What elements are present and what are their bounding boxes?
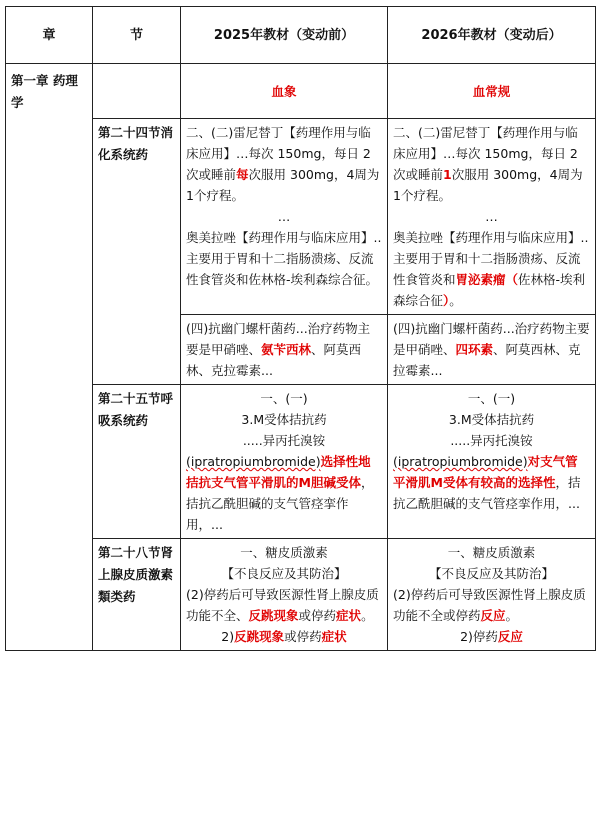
text: .....异丙托溴铵 [242, 433, 326, 448]
text: 奥美拉唑【药理作用与临床应用】..主要用于胃和十二指肠溃疡、反流性食管炎和 [393, 230, 589, 287]
text: (ipratropiumbromide) [393, 454, 528, 469]
hp-before-cell [181, 315, 388, 385]
header-before: 2025年教材（变动前） [181, 7, 388, 64]
text: 3.M受体拮抗药 [448, 412, 535, 427]
changed-text: 反应 [497, 629, 523, 644]
text: 一、(一) [467, 391, 516, 406]
changed-text: 1 [443, 167, 452, 182]
text: ，拮抗乙酰胆碱的支气管痉挛作用，... [393, 475, 581, 511]
header-section: 节 [93, 7, 181, 64]
text [393, 626, 590, 647]
topic-before: 血象 [181, 64, 388, 119]
text: 。 [449, 293, 462, 308]
text: 。 [505, 608, 519, 623]
changed-text: 反跳现象 [248, 608, 299, 623]
text: 一、糖皮质激素 [447, 545, 536, 560]
text: 【不良反应及其防治】 [221, 566, 347, 581]
section-25-title: 第二十五节呼吸系统药 [93, 385, 181, 539]
sec28-after-cell [388, 539, 596, 651]
text: (2)停药后可导致医源性肾上腺皮质功能不全或停药 [393, 587, 586, 623]
text: 2)停药 [460, 629, 498, 644]
ellipsis: … [277, 209, 291, 224]
text [186, 584, 382, 626]
text: 一、糖皮质激素 [240, 545, 328, 560]
chapter-cell: 第一章 药理学 [6, 64, 93, 651]
text: 一、(一) [260, 391, 308, 406]
changed-text: 四环素 [455, 342, 494, 357]
text: 二、(二)雷尼替丁【药理作用与临床应用】…每次 150mg，每日 2次或睡前 [186, 125, 371, 182]
text: 。 [361, 608, 374, 623]
changed-text: 症状 [336, 608, 362, 623]
text [186, 626, 382, 647]
rabeprazole-after [393, 122, 590, 206]
header-row [6, 7, 596, 64]
text: 【不良反应及其防治】 [428, 566, 554, 581]
text [393, 584, 590, 626]
section-28-title: 第二十八节肾上腺皮质激素類类药 [93, 539, 181, 651]
text: 佐林格-埃利森综合征 [393, 272, 586, 308]
text: .....异丙托溴铵 [450, 433, 533, 448]
text: 次服用 300mg，4周为 1个疗程。 [393, 167, 583, 203]
changed-text: 对支气管平滑肌M受体有较高的选择性 [393, 454, 578, 490]
sec24-before-cell [181, 119, 388, 315]
text [393, 451, 590, 514]
text [186, 451, 382, 535]
text: 3.M受体拮抗药 [241, 412, 327, 427]
table-row [6, 539, 596, 651]
changed-text: 每 [236, 167, 249, 182]
omeprazole-before: 奥美拉唑【药理作用与临床应用】..主要用于胃和十二指肠溃疡、反流性食管炎和佐林格-埃利森综合征。 [186, 230, 382, 287]
changed-text: ） [443, 293, 450, 308]
text: 、阿莫西林、克拉霉素... [186, 342, 362, 378]
text: 2) [221, 629, 235, 644]
empty-section-cell [93, 64, 181, 119]
topic-after: 血常规 [388, 64, 596, 119]
header-after: 2026年教材（变动后） [388, 7, 596, 64]
text: 或停药 [284, 629, 322, 644]
omeprazole-after [393, 227, 590, 311]
text: (四)抗幽门螺杆菌药...治疗药物主要是甲硝唑、 [186, 321, 371, 357]
changed-text: 胃泌素瘤（ [455, 272, 519, 287]
ellipsis: … [485, 209, 498, 224]
comparison-table [5, 6, 596, 651]
text: (ipratropiumbromide) [186, 454, 321, 469]
changed-text: 反跳现象 [234, 629, 285, 644]
table-row [6, 64, 596, 119]
table-row [6, 119, 596, 315]
changed-text: 症状 [321, 629, 347, 644]
text: ，拮抗乙酰胆碱的支气管痉挛作用，... [186, 475, 374, 532]
table-row [6, 385, 596, 539]
text: 次服用 300mg，4周为 1个疗程。 [186, 167, 380, 203]
rabeprazole-before [186, 122, 382, 206]
changed-text: 反应 [480, 608, 506, 623]
header-chapter: 章 [6, 7, 93, 64]
section-24-title: 第二十四节消化系统药 [93, 119, 181, 385]
sec24-after-cell [388, 119, 596, 315]
sec28-before-cell [181, 539, 388, 651]
sec25-before-cell [181, 385, 388, 539]
changed-text: 氨苄西林 [261, 342, 312, 357]
text: (四)抗幽门螺杆菌药...治疗药物主要是甲硝唑、 [393, 321, 590, 357]
text: 二、(二)雷尼替丁【药理作用与临床应用】…每次 150mg，每日 2次或睡前 [393, 125, 578, 182]
text: 或停药 [298, 608, 337, 623]
hp-after-cell [388, 315, 596, 385]
sec25-after-cell [388, 385, 596, 539]
text: (2)停药后可导致医源性肾上腺皮质功能不全、 [186, 587, 379, 623]
text: 、阿莫西林、克拉霉素... [393, 342, 581, 378]
changed-text: 选择性地拮抗支气管平滑肌的M胆碱受体 [186, 454, 371, 490]
